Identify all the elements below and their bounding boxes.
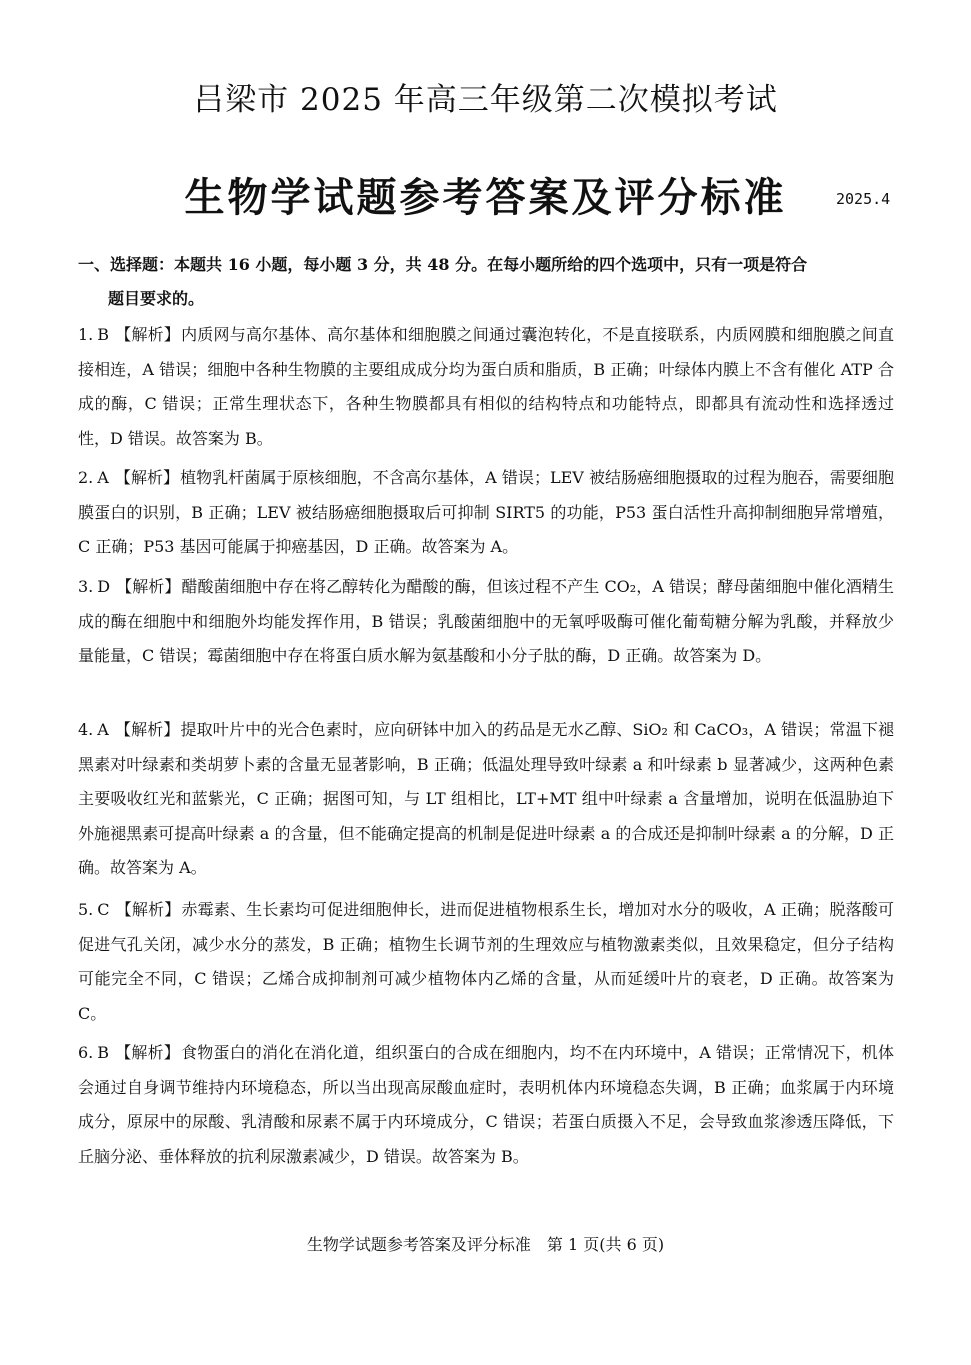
question-item [78, 713, 894, 886]
analysis-tag: 【解析】 [115, 1043, 180, 1062]
question-item [78, 461, 894, 565]
question-item [78, 1036, 894, 1174]
question-number: 2. [78, 468, 94, 487]
document-date: 2025.4 [836, 190, 891, 208]
question-answer: B [97, 1043, 110, 1062]
question-answer: B [97, 325, 110, 344]
question-explanation: 食物蛋白的消化在消化道，组织蛋白的合成在细胞内，均不在内环境中，A 错误；正常情况下，机体会通过自身调节维持内环境稳态，所以当出现高尿酸血症时，表明机体内环境稳态失调，B 正确；血浆属于内环境成分，原尿中的尿酸、乳清酸和尿素不属于内环境成分，C 错误；若蛋白质摄入不足，会导致血浆渗透压降低，下丘脑分泌、垂体释放的抗利尿激素减少，D 错误。故答案为 B。 [78, 1043, 894, 1166]
analysis-tag: 【解析】 [114, 720, 180, 739]
question-explanation: 赤霉素、生长素均可促进细胞伸长，进而促进植物根系生长，增加对水分的吸收，A 正确；脱落酸可促进气孔关闭，减少水分的蒸发，B 正确；植物生长调节剂的生理效应与植物激素类似，且效果稳定，但分子结构可能完全不同，C 错误；乙烯合成抑制剂可减少植物体内乙烯的含量，从而延缓叶片的衰老，D 正确。故答案为 C。 [78, 900, 894, 1023]
page-footer: 生物学试题参考答案及评分标准 第 1 页(共 6 页) [306, 1235, 665, 1254]
question-number: 3. [78, 577, 94, 596]
analysis-tag: 【解析】 [115, 325, 181, 344]
document-title: 生物学试题参考答案及评分标准 [184, 174, 787, 221]
exam-title: 吕梁市 2025 年高三年级第二次模拟考试 [193, 82, 778, 118]
question-explanation: 植物乳杆菌属于原核细胞，不含高尔基体，A 错误；LEV 被结肠癌细胞摄取的过程为胞吞，需要细胞膜蛋白的识别，B 正确；LEV 被结肠癌细胞摄取后可抑制 SIRT5 的功能，P53 蛋白活性升高抑制细胞异常增殖，C 正确；P53 基因可能属于抑癌基因，D 正确。故答案为 A。 [78, 468, 894, 556]
analysis-tag: 【解析】 [116, 577, 181, 596]
section-heading-continuation: 题目要求的。 [108, 289, 205, 308]
question-explanation: 内质网与高尔基体、高尔基体和细胞膜之间通过囊泡转化，不是直接联系，内质网膜和细胞膜之间直接相连，A 错误；细胞中各种生物膜的主要组成成分均为蛋白质和脂质，B 正确；叶绿体内膜上不含有催化 ATP 合成的酶，C 错误；正常生理状态下，各种生物膜都具有相似的结构特点和功能特点，即都具有流动性和选择透过性，D 错误。故答案为 B。 [78, 325, 894, 448]
question-number: 5. [78, 900, 94, 919]
question-item [78, 893, 894, 1031]
question-number: 4. [78, 720, 94, 739]
section-heading [78, 248, 892, 316]
analysis-tag: 【解析】 [115, 900, 181, 919]
question-explanation: 提取叶片中的光合色素时，应向研钵中加入的药品是无水乙醇、SiO₂ 和 CaCO₃，A 错误；常温下褪黑素对叶绿素和类胡萝卜素的含量无显著影响，B 正确；低温处理导致叶绿素 a 和叶绿素 b 显著减少，这两种色素主要吸收红光和蓝紫光，C 正确；据图可知，与 LT 组相比，LT+MT 组中叶绿素 a 含量增加，说明在低温胁迫下外施褪黑素可提高叶绿素 a 的含量，但不能确定提高的机制是促进叶绿素 a 的合成还是抑制叶绿素 a 的分解，D 正确。故答案为 A。 [78, 720, 894, 877]
question-item [78, 570, 894, 674]
question-answer: D [97, 577, 111, 596]
analysis-tag: 【解析】 [114, 468, 180, 487]
question-number: 6. [78, 1043, 94, 1062]
question-number: 1. [78, 325, 94, 344]
question-answer: A [97, 468, 109, 487]
question-explanation: 醋酸菌细胞中存在将乙醇转化为醋酸的酶，但该过程不产生 CO₂，A 错误；酵母菌细胞中催化酒精生成的酶在细胞中和细胞外均能发挥作用，B 错误；乳酸菌细胞中的无氧呼吸酶可催化葡萄糖分解为乳酸，并释放少量能量，C 错误；霉菌细胞中存在将蛋白质水解为氨基酸和小分子肽的酶，D 正确。故答案为 D。 [78, 577, 894, 665]
question-answer: A [97, 720, 109, 739]
question-item [78, 318, 894, 456]
question-answer: C [97, 900, 110, 919]
section-heading-text: 一、选择题：本题共 16 小题，每小题 3 分，共 48 分。在每小题所给的四个选项中，只有一项是符合 [78, 255, 808, 274]
